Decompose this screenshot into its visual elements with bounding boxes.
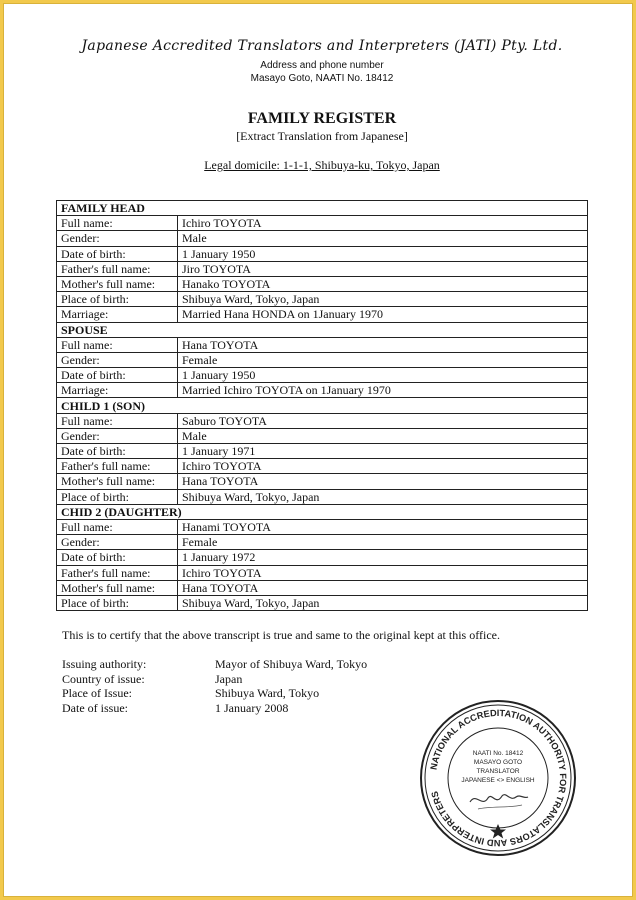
table-row <box>57 428 588 443</box>
issuance-row <box>62 657 367 672</box>
field-label: Marriage: <box>57 383 178 398</box>
field-label: Mother's full name: <box>57 276 178 291</box>
field-value: Ichiro TOYOTA <box>178 565 588 580</box>
field-label: Full name: <box>57 216 178 231</box>
field-value: Saburo TOYOTA <box>178 413 588 428</box>
issuance-value: Shibuya Ward, Tokyo <box>215 686 320 701</box>
naati-seal <box>418 698 578 858</box>
issuance-details <box>62 657 367 715</box>
table-row <box>57 474 588 489</box>
seal-line-4: JAPANESE <> ENGLISH <box>461 777 535 784</box>
issuance-row <box>62 701 367 716</box>
section-heading: CHILD 1 (SON) <box>57 398 588 413</box>
field-label: Date of birth: <box>57 368 178 383</box>
section-heading: FAMILY HEAD <box>57 201 588 216</box>
section-heading-row <box>57 322 588 337</box>
field-label: Place of birth: <box>57 292 178 307</box>
table-row <box>57 444 588 459</box>
table-row <box>57 337 588 352</box>
field-label: Mother's full name: <box>57 580 178 595</box>
field-value: Hana TOYOTA <box>178 337 588 352</box>
field-value: Female <box>178 352 588 367</box>
company-letterhead: Japanese Accredited Translators and Interpreters (JATI) Pty. Ltd. <box>81 38 563 54</box>
table-row <box>57 216 588 231</box>
table-row <box>57 550 588 565</box>
field-value: 1 January 1950 <box>178 368 588 383</box>
field-value: Male <box>178 231 588 246</box>
field-label: Mother's full name: <box>57 474 178 489</box>
section-heading-row <box>57 201 588 216</box>
section-heading-row <box>57 504 588 519</box>
table-row <box>57 489 588 504</box>
seal-line-2: MASAYO GOTO <box>473 759 523 766</box>
section-heading: SPOUSE <box>57 322 588 337</box>
field-label: Date of birth: <box>57 246 178 261</box>
issuance-label: Date of issue: <box>62 700 128 715</box>
field-label: Gender: <box>57 352 178 367</box>
field-value: Shibuya Ward, Tokyo, Japan <box>178 595 588 610</box>
seal-line-1: NAATI No. 18412 <box>472 750 524 757</box>
field-label: Gender: <box>57 535 178 550</box>
field-label: Father's full name: <box>57 565 178 580</box>
seal-signature <box>470 795 528 802</box>
field-label: Full name: <box>57 519 178 534</box>
table-row <box>57 565 588 580</box>
table-row <box>57 413 588 428</box>
field-label: Father's full name: <box>57 459 178 474</box>
address-line: Address and phone number <box>260 60 384 71</box>
field-value: Hana TOYOTA <box>178 580 588 595</box>
issuance-label: Country of issue: <box>62 671 145 686</box>
field-value: Married Ichiro TOYOTA on 1January 1970 <box>178 383 588 398</box>
field-value: Married Hana HONDA on 1January 1970 <box>178 307 588 322</box>
issuance-value: Mayor of Shibuya Ward, Tokyo <box>215 657 368 671</box>
field-label: Marriage: <box>57 307 178 322</box>
table-row <box>57 580 588 595</box>
field-value: Shibuya Ward, Tokyo, Japan <box>178 489 588 504</box>
field-value: Hanami TOYOTA <box>178 519 588 534</box>
family-register-table <box>56 200 588 611</box>
field-label: Gender: <box>57 428 178 443</box>
field-label: Father's full name: <box>57 261 178 276</box>
table-row <box>57 368 588 383</box>
issuance-value: 1 January 2008 <box>215 700 289 715</box>
seal-ring-text: NATIONAL ACCREDITATION AUTHORITY FOR TRANSLATORS AND INTERPRETERS <box>428 707 569 849</box>
table-row <box>57 383 588 398</box>
field-value: Ichiro TOYOTA <box>178 459 588 474</box>
legal-domicile: Legal domicile: 1-1-1, Shibuya-ku, Tokyo, Japan <box>204 158 440 172</box>
table-row <box>57 535 588 550</box>
field-value: 1 January 1971 <box>178 444 588 459</box>
table-row <box>57 352 588 367</box>
translator-line: Masayo Goto, NAATI No. 18412 <box>250 73 394 84</box>
field-label: Full name: <box>57 337 178 352</box>
table-row <box>57 231 588 246</box>
field-label: Full name: <box>57 413 178 428</box>
field-label: Date of birth: <box>57 550 178 565</box>
document-page <box>3 3 633 897</box>
field-value: Female <box>178 535 588 550</box>
seal-star-icon <box>490 824 506 839</box>
field-label: Date of birth: <box>57 444 178 459</box>
field-value: Jiro TOYOTA <box>178 261 588 276</box>
issuance-value: Japan <box>215 671 243 686</box>
certification-statement: This is to certify that the above transcript is true and same to the original kept at this office. <box>62 628 500 642</box>
issuance-row <box>62 672 367 687</box>
section-heading-row <box>57 398 588 413</box>
issuance-row <box>62 686 367 701</box>
table-row <box>57 292 588 307</box>
field-value: 1 January 1950 <box>178 246 588 261</box>
field-value: Ichiro TOYOTA <box>178 216 588 231</box>
table-row <box>57 595 588 610</box>
document-subtitle: [Extract Translation from Japanese] <box>236 129 408 143</box>
issuance-label: Place of Issue: <box>62 686 132 701</box>
seal-line-3: TRANSLATOR <box>476 768 520 775</box>
field-value: Hana TOYOTA <box>178 474 588 489</box>
table-row <box>57 459 588 474</box>
table-row <box>57 519 588 534</box>
field-value: Male <box>178 428 588 443</box>
section-heading: CHID 2 (DAUGHTER) <box>57 504 588 519</box>
field-value: Hanako TOYOTA <box>178 276 588 291</box>
field-value: 1 January 1972 <box>178 550 588 565</box>
table-row <box>57 246 588 261</box>
table-row <box>57 276 588 291</box>
seal-signature-underline <box>478 805 522 809</box>
document-title: FAMILY REGISTER <box>247 110 397 127</box>
field-label: Place of birth: <box>57 489 178 504</box>
table-row <box>57 307 588 322</box>
field-value: Shibuya Ward, Tokyo, Japan <box>178 292 588 307</box>
issuance-label: Issuing authority: <box>62 657 147 671</box>
field-label: Place of birth: <box>57 595 178 610</box>
table-row <box>57 261 588 276</box>
field-label: Gender: <box>57 231 178 246</box>
